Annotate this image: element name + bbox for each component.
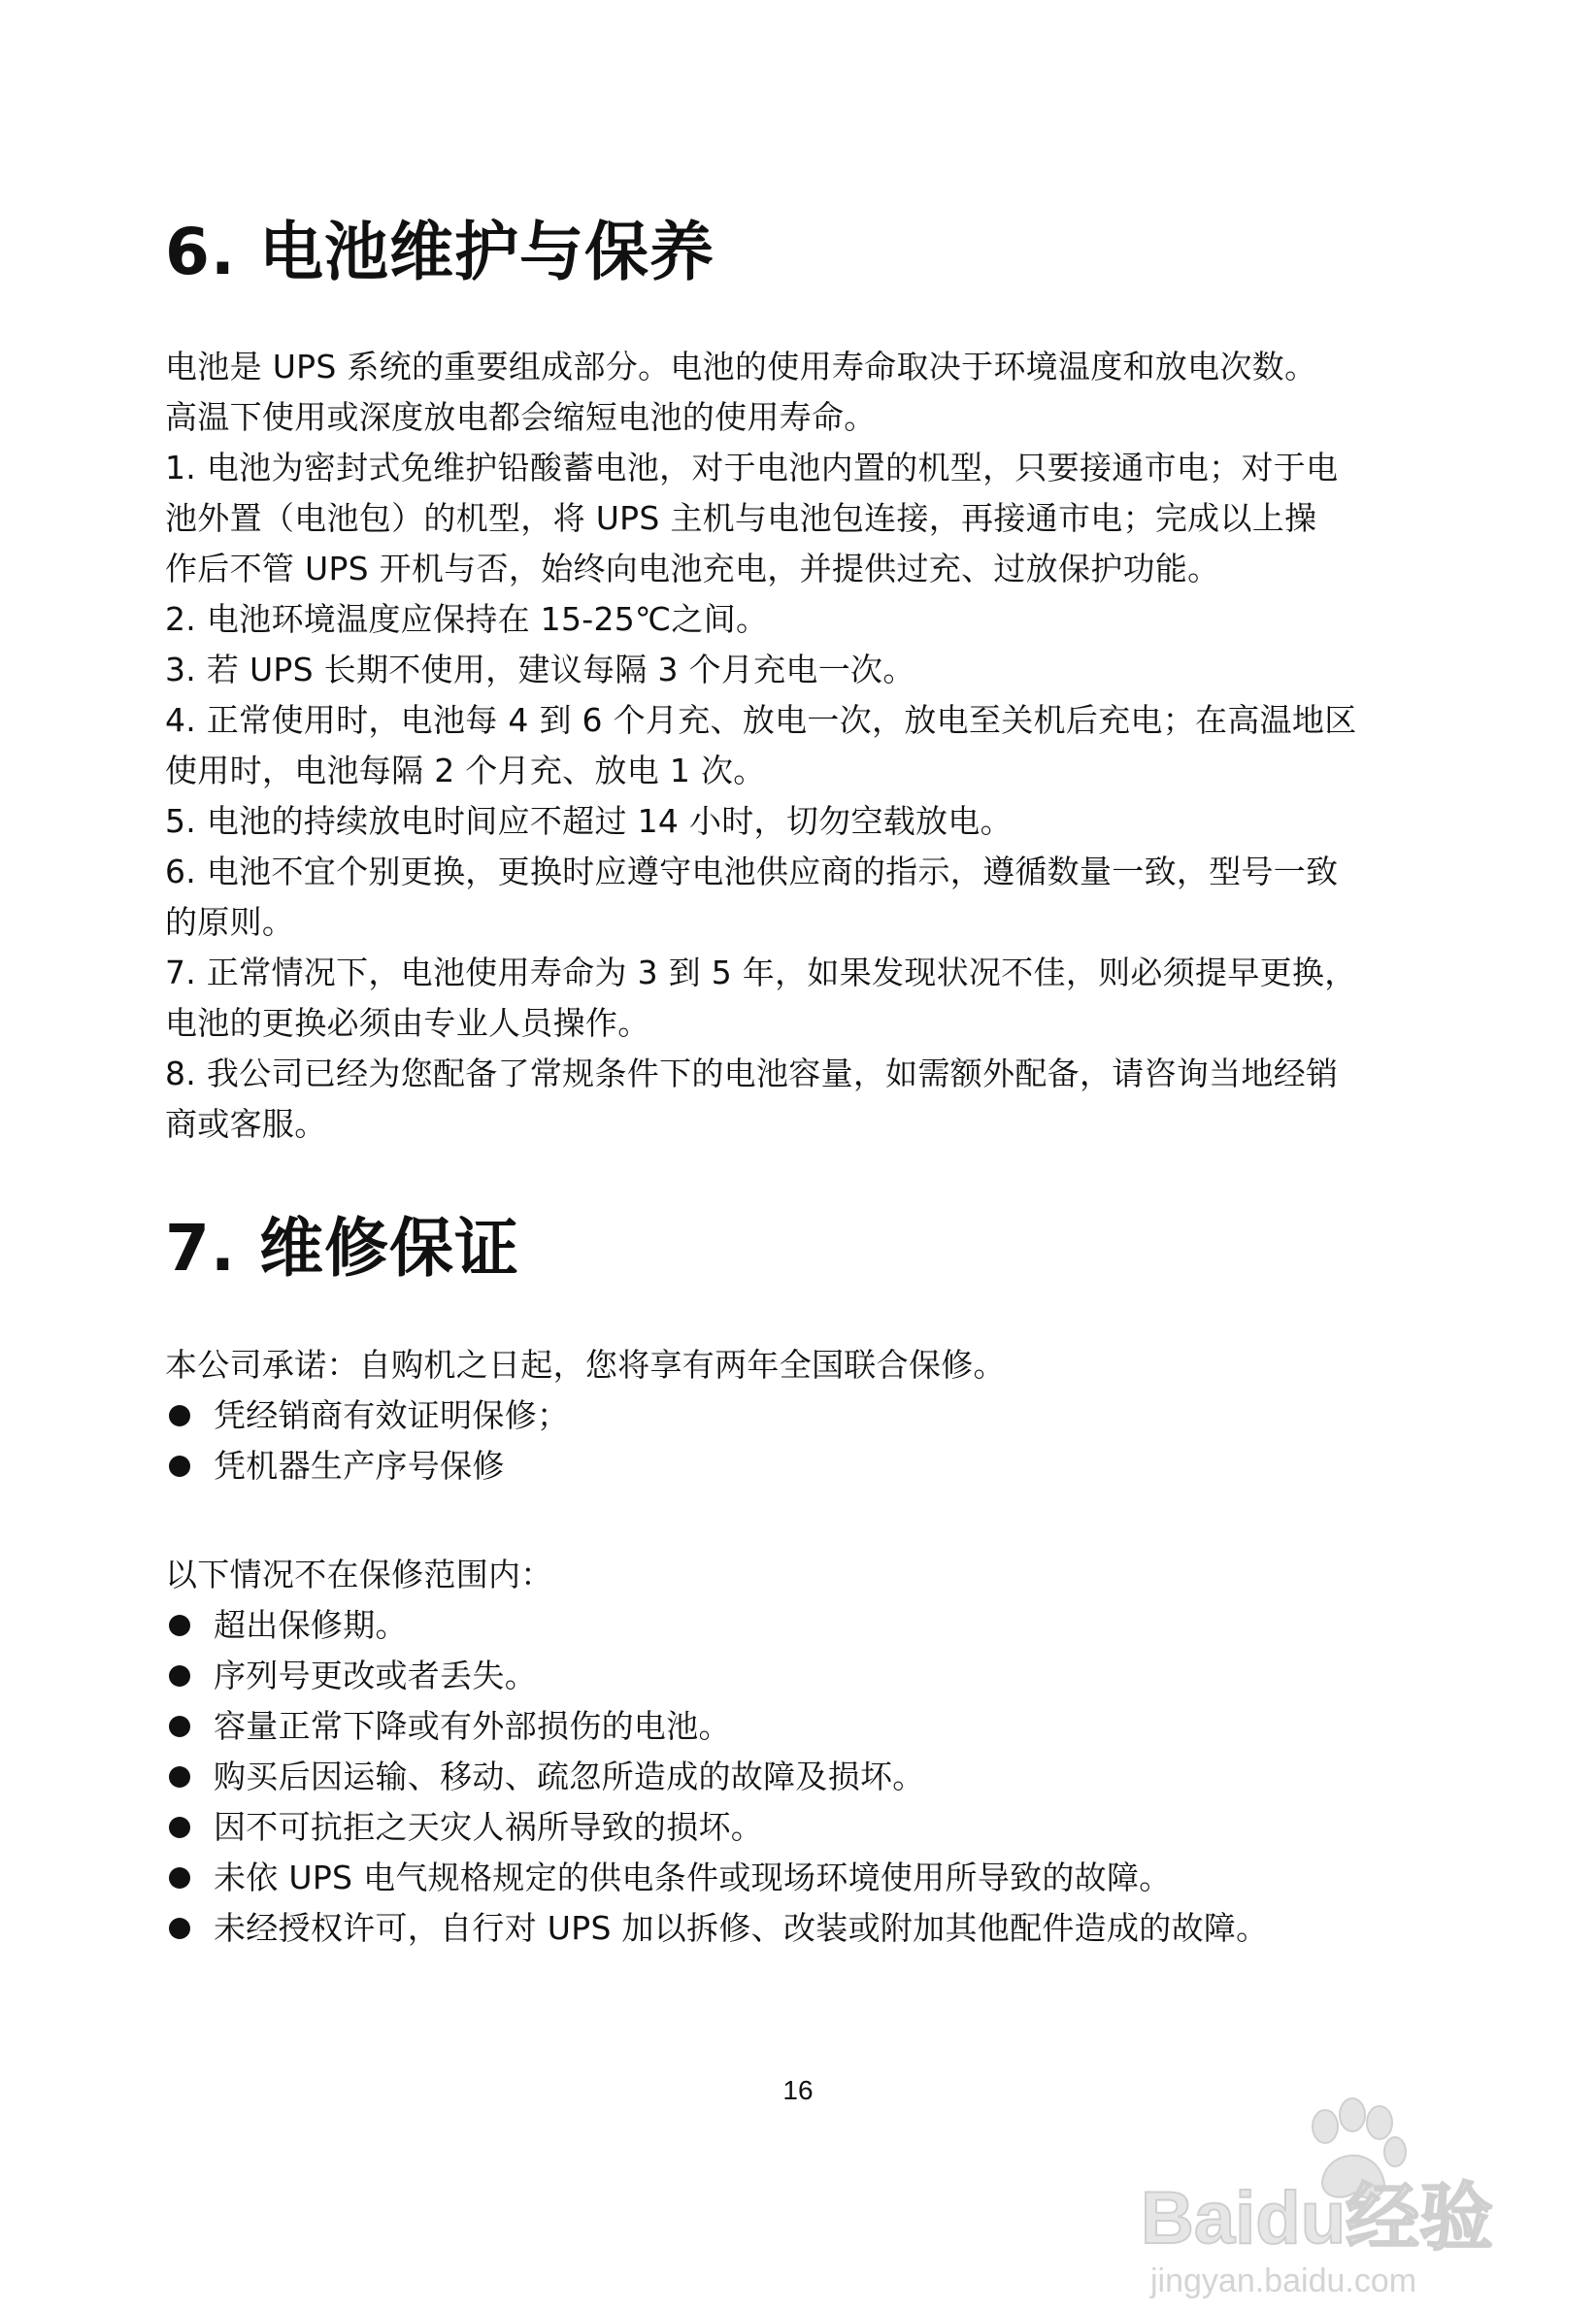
- page-number: 16: [782, 2075, 814, 2105]
- bullet-icon: [169, 1867, 190, 1889]
- warranty-intro-block: [165, 1340, 1446, 1491]
- bullet-icon: [169, 1716, 190, 1737]
- exclusion-item-text: 未经授权许可，自行对 UPS 加以拆修、改装或附加其他配件造成的故障。: [214, 1909, 1269, 1947]
- exclusion-item: [165, 1853, 1446, 1903]
- warranty-item-text: 凭机器生产序号保修: [214, 1447, 505, 1485]
- baidu-jingyan-watermark: [1141, 2088, 1548, 2301]
- paragraph-line: 7. 正常情况下，电池使用寿命为 3 到 5 年，如果发现状况不佳，则必须提早更换，: [165, 954, 1357, 991]
- exclusion-heading: 以下情况不在保修范围内：: [165, 1556, 553, 1593]
- paragraph-line: 使用时，电池每隔 2 个月充、放电 1 次。: [165, 752, 766, 789]
- exclusion-item: [165, 1903, 1446, 1954]
- bullet-icon: [169, 1766, 190, 1788]
- bullet-icon: [169, 1405, 190, 1426]
- exclusion-item-text: 超出保修期。: [214, 1606, 408, 1644]
- section-6-body: [165, 342, 1446, 1150]
- exclusion-item-text: 因不可抗拒之天灾人祸所导致的损坏。: [214, 1808, 764, 1846]
- paragraph-line: 2. 电池环境温度应保持在 15-25℃之间。: [165, 600, 769, 638]
- exclusion-item-text: 未依 UPS 电气规格规定的供电条件或现场环境使用所导致的故障。: [214, 1859, 1172, 1896]
- paragraph-line: 5. 电池的持续放电时间应不超过 14 小时，切勿空载放电。: [165, 802, 1013, 840]
- paragraph-line: 4. 正常使用时，电池每 4 到 6 个月充、放电一次，放电至关机后充电；在高温地区: [165, 701, 1357, 739]
- paragraph-line: 池外置（电池包）的机型，将 UPS 主机与电池包连接，再接通市电；完成以上操: [165, 499, 1317, 537]
- warranty-item: [165, 1441, 1446, 1491]
- exclusion-item-text: 购买后因运输、移动、疏忽所造成的故障及损坏。: [214, 1758, 925, 1795]
- section-6-title: 6. 电池维护与保养: [165, 215, 715, 289]
- exclusion-item: [165, 1752, 1446, 1802]
- paragraph-line: 6. 电池不宜个别更换，更换时应遵守电池供应商的指示，遵循数量一致，型号一致: [165, 853, 1339, 890]
- bullet-icon: [169, 1615, 190, 1636]
- paragraph-line: 高温下使用或深度放电都会缩短电池的使用寿命。: [165, 398, 877, 436]
- paragraph-line: 3. 若 UPS 长期不使用，建议每隔 3 个月充电一次。: [165, 651, 915, 688]
- section-7-title: 7. 维修保证: [165, 1211, 519, 1286]
- paragraph-line: 电池的更换必须由专业人员操作。: [165, 1004, 650, 1042]
- exclusion-item-text: 容量正常下降或有外部损伤的电池。: [214, 1707, 731, 1745]
- bullet-icon: [169, 1456, 190, 1477]
- exclusion-item: [165, 1651, 1446, 1701]
- exclusion-item: [165, 1802, 1446, 1853]
- warranty-item: [165, 1391, 1446, 1441]
- paragraph-line: 商或客服。: [165, 1105, 327, 1143]
- exclusion-item: [165, 1600, 1446, 1651]
- warranty-intro: 本公司承诺：自购机之日起，您将享有两年全国联合保修。: [165, 1346, 1006, 1384]
- exclusion-item: [165, 1701, 1446, 1752]
- paragraph-line: 电池是 UPS 系统的重要组成部分。电池的使用寿命取决于环境温度和放电次数。: [165, 348, 1317, 385]
- warranty-item-text: 凭经销商有效证明保修；: [214, 1396, 570, 1434]
- bullet-icon: [169, 1665, 190, 1687]
- exclusions-block: [165, 1550, 1446, 1954]
- paragraph-line: 8. 我公司已经为您配备了常规条件下的电池容量，如需额外配备，请咨询当地经销: [165, 1055, 1339, 1092]
- watermark-url-text: jingyan.baidu.com: [1150, 2262, 1417, 2299]
- paragraph-line: 1. 电池为密封式免维护铅酸蓄电池，对于电池内置的机型，只要接通市电；对于电: [165, 449, 1339, 486]
- exclusion-item-text: 序列号更改或者丢失。: [214, 1657, 537, 1694]
- paragraph-line: 作后不管 UPS 开机与否，始终向电池充电，并提供过充、过放保护功能。: [165, 550, 1220, 587]
- bullet-icon: [169, 1918, 190, 1939]
- watermark-logo-text: Baidu经验: [1141, 2177, 1494, 2260]
- bullet-icon: [169, 1817, 190, 1838]
- paragraph-line: 的原则。: [165, 903, 295, 941]
